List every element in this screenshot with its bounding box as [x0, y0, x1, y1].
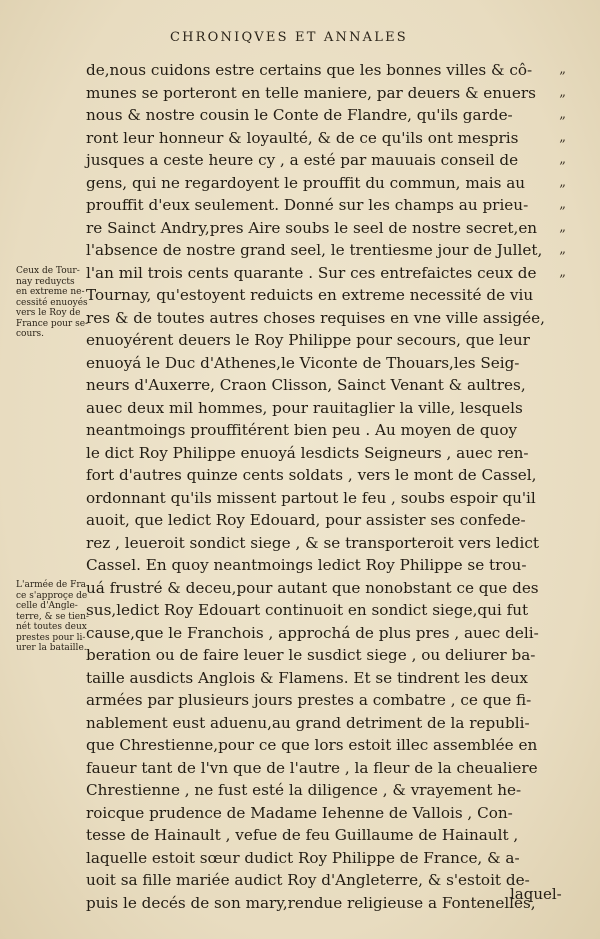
text-line: [86, 599, 566, 622]
quote-mark: „: [559, 62, 566, 77]
text-line-content: neantmoings prouffitérent bien peu . Au moyen de quoy: [86, 421, 518, 439]
text-line: [86, 802, 566, 825]
text-line: [86, 59, 566, 82]
quote-mark: „: [559, 219, 566, 235]
text-line-content: de,nous cuidons estre certains que les bonnes villes & cô-: [86, 61, 533, 79]
text-line-content: jusques a ceste heure cy , a esté par mauuais conseil de: [86, 151, 519, 169]
margin-note-line: en extreme ne-: [16, 287, 85, 297]
text-line: [86, 667, 566, 690]
text-line: [86, 892, 566, 915]
text-line-content: Tournay, qu'estoyent reduicts en extreme necessité de viu: [86, 286, 534, 304]
text-line-content: taille ausdicts Anglois & Flamens. Et se tindrent les deux: [86, 668, 528, 687]
text-line: [86, 149, 566, 172]
text-line: [86, 712, 566, 735]
margin-note-line: nay reduycts: [16, 276, 75, 287]
text-line: [86, 262, 566, 285]
text-line-content: faueur tant de l'vn que de l'autre , la fleur de la cheualiere: [86, 758, 538, 777]
text-line: [86, 127, 566, 150]
text-line: [86, 757, 566, 780]
text-line: [86, 104, 566, 127]
text-line: [86, 172, 566, 195]
margin-note-line: cours.: [16, 329, 45, 339]
text-line-content: enuoyá le Duc d'Athenes,le Viconte de Thouars,les Seig-: [86, 353, 520, 372]
text-line: [86, 824, 566, 847]
text-line-content: Cassel. En quoy neantmoings ledict Roy Philippe se trou-: [86, 556, 527, 574]
quote-mark: „: [559, 107, 566, 122]
text-line-content: laquelle estoit sœur dudict Roy Philippe de France, & a-: [86, 848, 520, 867]
margin-note-line: France pour se-: [16, 318, 89, 329]
text-line-content: beration ou de faire leuer le susdict siege , ou deliurer ba-: [86, 646, 536, 664]
text-line: [86, 352, 566, 375]
margin-note-line: Ceux de Tour-: [16, 266, 80, 276]
text-line: [86, 284, 566, 307]
text-line: [86, 779, 566, 802]
margin-note-line: ce s'approçe de: [16, 590, 88, 601]
quote-mark: „: [559, 174, 566, 190]
margin-note-line: nét toutes deux: [16, 622, 87, 632]
running-head: CHRONIQVES ET ANNALES: [170, 30, 408, 45]
margin-note-line: L'armée de Fra: [16, 580, 87, 590]
text-line: [86, 307, 566, 330]
text-line-content: puis le decés de son mary,rendue religieuse a Fontenelles,: [86, 893, 536, 912]
text-line-content: ordonnant qu'ils missent partout le feu , soubs espoir qu'il: [86, 488, 536, 507]
text-line: [86, 397, 566, 420]
text-line: [86, 487, 566, 510]
text-line-content: rez , leueroit sondict siege , & se transporteroit vers ledict: [86, 533, 539, 552]
text-line-content: uá frustré & deceu,pour autant que nonobstant ce que des: [86, 578, 539, 597]
text-line: [86, 442, 566, 465]
text-line: [86, 239, 566, 262]
text-line: [86, 847, 566, 870]
catchword: laquel-: [510, 885, 562, 903]
margin-note-tournay: [16, 266, 90, 340]
text-line: [86, 689, 566, 712]
text-line: [86, 577, 566, 600]
text-line-content: auec deux mil hommes, pour rauitaglier la ville, lesquels: [86, 398, 523, 417]
quote-mark: „: [559, 264, 566, 280]
text-line: [86, 734, 566, 757]
quote-mark: „: [559, 152, 566, 167]
quote-mark: „: [559, 129, 566, 145]
text-line-content: cause,que le Franchois , approchá de plus pres , auec deli-: [86, 623, 539, 642]
text-line-content: neurs d'Auxerre, Craon Clisson, Sainct Venant & aultres,: [86, 376, 526, 394]
text-line: [86, 464, 566, 487]
body-text: [86, 59, 566, 914]
text-line-content: roicque prudence de Madame Iehenne de Vallois , Con-: [86, 803, 513, 822]
text-line-content: nous & nostre cousin le Conte de Flandre, qu'ils garde-: [86, 106, 513, 124]
text-line-content: munes se porteront en telle maniere, par deuers & enuers: [86, 83, 536, 102]
text-line-content: res & de toutes autres choses requises en vne ville assigée,: [86, 308, 545, 327]
text-line-content: re Sainct Andry,pres Aire soubs le seel de nostre secret,en: [86, 218, 538, 237]
margin-note-line: vers le Roy de: [16, 308, 81, 318]
text-line: [86, 194, 566, 217]
text-line: [86, 329, 566, 352]
text-line-content: uoit sa fille mariée audict Roy d'Angleterre, & s'estoit de-: [86, 871, 530, 889]
text-line-content: que Chrestienne,pour ce que lors estoit illec assemblée en: [86, 736, 538, 754]
text-line: [86, 644, 566, 667]
text-line-content: l'an mil trois cents quarante . Sur ces entrefaictes ceux de: [86, 263, 537, 282]
text-line-content: Chrestienne , ne fust esté la diligence , & vrayement he-: [86, 781, 522, 799]
margin-note-line: urer la bataille.: [16, 643, 87, 653]
text-line-content: sus,ledict Roy Edouart continuoit en sondict siege,qui fut: [86, 601, 529, 619]
text-line-content: ront leur honneur & loyaulté, & de ce qu'ils ont mespris: [86, 128, 519, 147]
quote-mark: „: [559, 84, 566, 100]
text-line-content: auoit, que ledict Roy Edouard, pour assister ses confede-: [86, 511, 526, 529]
text-line-content: nablement eust aduenu,au grand detriment de la republi-: [86, 713, 530, 732]
margin-note-line: cessité enuoyés: [16, 297, 88, 308]
quote-mark: „: [559, 197, 566, 212]
text-line-content: tesse de Hainault , vefue de feu Guillaume de Hainault ,: [86, 826, 519, 844]
margin-note-armees: [16, 580, 90, 654]
text-line: [86, 532, 566, 555]
text-line: [86, 374, 566, 397]
text-line-content: armées par plusieurs jours prestes a combatre , ce que fi-: [86, 691, 532, 709]
text-line: [86, 217, 566, 240]
text-line: [86, 622, 566, 645]
text-line: [86, 509, 566, 532]
text-line: [86, 419, 566, 442]
text-line-content: gens, qui ne regardoyent le prouffit du commun, mais au: [86, 173, 526, 192]
text-line: [86, 82, 566, 105]
text-line: [86, 554, 566, 577]
margin-note-line: prestes pour li-: [16, 632, 86, 643]
margin-note-line: terre, & se tien-: [16, 611, 89, 622]
text-line-content: fort d'autres quinze cents soldats , vers le mont de Cassel,: [86, 466, 537, 484]
text-line-content: l'absence de nostre grand seel, le trentiesme jour de Jullet,: [86, 241, 543, 259]
text-line-content: le dict Roy Philippe enuoyá lesdicts Seigneurs , auec ren-: [86, 443, 529, 462]
quote-mark: „: [559, 242, 566, 257]
text-line: [86, 869, 566, 892]
text-line-content: prouffit d'eux seulement. Donné sur les champs au prieu-: [86, 196, 529, 214]
margin-note-line: celle d'Angle-: [16, 601, 78, 611]
text-line-content: enuoyérent deuers le Roy Philippe pour secours, que leur: [86, 331, 530, 349]
